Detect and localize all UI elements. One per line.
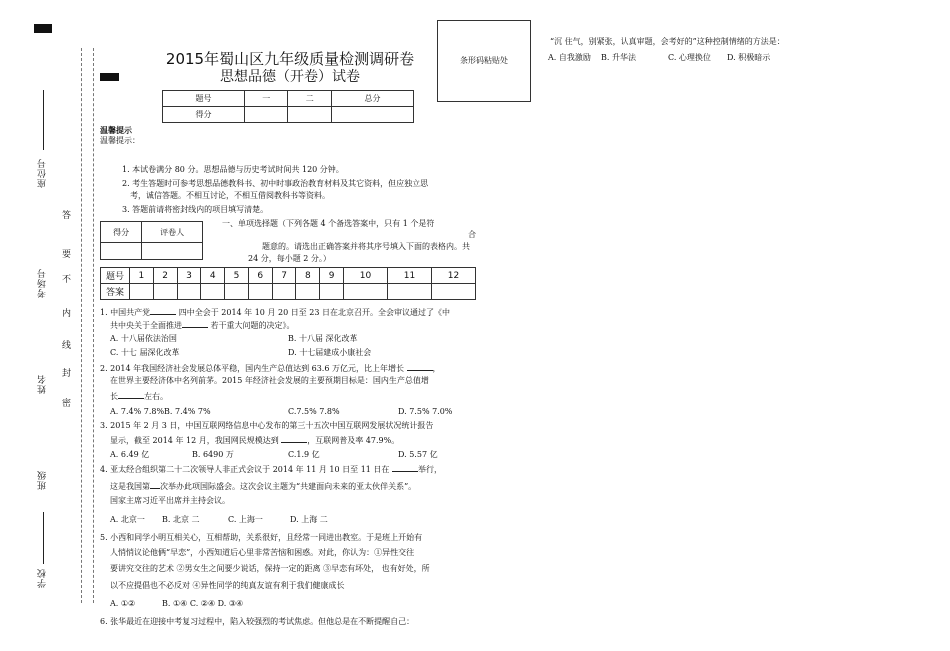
q4-blank[interactable] bbox=[150, 479, 160, 489]
field-seat: 座位号 bbox=[38, 158, 48, 188]
answer-row-label: 题号 bbox=[101, 268, 130, 284]
seal-char: 内 bbox=[62, 309, 72, 319]
answer-cell[interactable] bbox=[344, 284, 388, 300]
answer-cell[interactable] bbox=[272, 284, 296, 300]
score-cell[interactable] bbox=[331, 107, 413, 123]
score-row-label: 得分 bbox=[163, 107, 245, 123]
seat-fill-line[interactable] bbox=[43, 90, 44, 150]
notice-item: 考，诚信答题。不相互讨论，不相互借阅教科书等资料。 bbox=[130, 191, 330, 200]
q1-blank[interactable] bbox=[150, 305, 176, 315]
q2-option-c[interactable]: C.7.5% 7.8% bbox=[288, 407, 340, 416]
answer-cell[interactable] bbox=[225, 284, 249, 300]
question-2-cont bbox=[110, 389, 168, 403]
barcode-box bbox=[437, 20, 531, 102]
section1-instruction: 24 分，每小题 2 分。） bbox=[248, 254, 331, 263]
q2-option-ab[interactable]: A. 7.4% 7.8%B. 7.4% 7% bbox=[110, 407, 211, 416]
q1-blank[interactable] bbox=[182, 318, 208, 328]
q5-option-bcd[interactable]: B. ①④ C. ②④ D. ③④ bbox=[162, 599, 244, 608]
answer-number: 2 bbox=[153, 268, 177, 284]
answer-number: 10 bbox=[344, 268, 388, 284]
q4-option-b[interactable]: B. 北京 二 bbox=[162, 515, 200, 524]
answer-cell[interactable] bbox=[296, 284, 320, 300]
notice-item: 1. 本试卷满分 80 分。思想品德与历史考试时间共 120 分钟。 bbox=[122, 165, 344, 174]
score-header: 题号 bbox=[163, 91, 245, 107]
binding-line-inner bbox=[93, 48, 94, 603]
answer-cell[interactable] bbox=[201, 284, 225, 300]
answer-number: 12 bbox=[431, 268, 475, 284]
seal-char: 封 bbox=[62, 369, 72, 379]
q1-option-d[interactable]: D. 十七届建成小康社会 bbox=[288, 348, 372, 357]
q1-text: 共中央关于全面推进 bbox=[110, 321, 182, 330]
q6-option-b[interactable]: B. 升华法 bbox=[601, 53, 636, 62]
answer-number: 1 bbox=[130, 268, 154, 284]
score-header: 一 bbox=[245, 91, 288, 107]
field-name: 姓名 bbox=[38, 374, 48, 394]
q5-text: 5. 小西和同学小明互相关心，互相帮助，关系很好，且经常一同进出教室。于是班上开始有 bbox=[100, 533, 423, 542]
score-header: 二 bbox=[288, 91, 331, 107]
q1-option-c[interactable]: C. 十七 届深化改革 bbox=[110, 348, 180, 357]
answer-table bbox=[100, 267, 476, 300]
question-1-cont bbox=[110, 318, 295, 332]
q2-option-d[interactable]: D. 7.5% 7.0% bbox=[398, 407, 453, 416]
score-table bbox=[162, 90, 414, 123]
q3-option-a[interactable]: A. 6.49 亿 bbox=[110, 450, 150, 459]
notice-sub: 温馨提示： bbox=[100, 136, 140, 145]
answer-cell[interactable] bbox=[153, 284, 177, 300]
answer-cell[interactable] bbox=[248, 284, 272, 300]
field-school: 学校 bbox=[38, 568, 48, 588]
q4-blank[interactable] bbox=[392, 462, 418, 472]
q3-text: 3. 2015 年 2 月 3 日，中国互联网络信息中心发布的第三十五次中国互联网发展状况统计报告 bbox=[100, 421, 434, 430]
q5-text: 要讲究交往的艺术 ②男女生之间要少说话，保持一定的距离 ③早恋有坏处， 也有好处，所 bbox=[110, 564, 430, 573]
q3-blank[interactable] bbox=[281, 433, 307, 443]
question-4 bbox=[100, 462, 442, 476]
q4-option-d[interactable]: D. 上海 二 bbox=[290, 515, 328, 524]
q4-text: 次举办此项国际盛会。这次会议主题为“共建面向未来的亚太伙伴关系”。 bbox=[160, 482, 417, 491]
answer-number: 9 bbox=[320, 268, 344, 284]
q1-text: 四中全会于 2014 年 10 月 20 日至 23 日在北京召开。全会审议通过了《中 bbox=[178, 308, 450, 317]
seal-char: 答 bbox=[62, 211, 72, 221]
answer-cell[interactable] bbox=[177, 284, 201, 300]
q4-text: 举行， bbox=[417, 465, 442, 474]
answer-cell[interactable] bbox=[431, 284, 475, 300]
score-cell[interactable] bbox=[245, 107, 288, 123]
q4-text: 国家主席习近平出席并主持会议。 bbox=[110, 496, 230, 505]
q4-option-c[interactable]: C. 上海一 bbox=[228, 515, 263, 524]
answer-number: 8 bbox=[296, 268, 320, 284]
score-cell[interactable] bbox=[288, 107, 331, 123]
question-4-cont bbox=[110, 479, 416, 493]
notice-item: 2. 考生答题时可参考思想品德教科书、初中时事政治教育材料及其它资料，但应独立思 bbox=[122, 179, 429, 188]
section1-instruction: 合 bbox=[468, 230, 476, 239]
field-room: 考场号 bbox=[38, 268, 48, 298]
notice-heading: 温馨提示 bbox=[100, 125, 132, 135]
q5-text: 人悄悄议论他俩“早恋”，小西知道后心里非常苦恼和困惑。对此，你认为：①异性交往 bbox=[110, 548, 415, 557]
q2-blank[interactable] bbox=[407, 361, 433, 371]
q2-blank[interactable] bbox=[118, 389, 144, 399]
answer-number: 6 bbox=[248, 268, 272, 284]
school-fill-line[interactable] bbox=[43, 512, 44, 564]
q3-option-b[interactable]: B. 6490 万 bbox=[192, 450, 234, 459]
exam-title: 2015年蜀山区九年级质量检测调研卷 bbox=[165, 50, 415, 68]
q2-text: ， bbox=[432, 364, 441, 373]
seal-char: 密 bbox=[62, 399, 72, 409]
answer-row-label: 答案 bbox=[101, 284, 130, 300]
q2-text: 长 bbox=[110, 392, 118, 401]
corner-mark bbox=[100, 73, 119, 81]
q2-text: 左右。 bbox=[144, 392, 168, 401]
answer-cell[interactable] bbox=[130, 284, 154, 300]
question-3-cont bbox=[110, 433, 399, 447]
q6-option-d[interactable]: D. 积极暗示 bbox=[727, 53, 771, 62]
corner-mark bbox=[34, 24, 52, 33]
q4-text: 4. 亚太经合组织第二十二次领导人非正式会议于 2014 年 11 月 10 日至 11 日在 bbox=[100, 465, 390, 474]
score-header: 总分 bbox=[331, 91, 413, 107]
seal-char: 线 bbox=[62, 341, 72, 351]
q1-text: 若干重大问题的决定》。 bbox=[210, 321, 295, 330]
q2-text: 在世界主要经济体中名列前茅。2015 年经济社会发展的主要预期目标是：国内生产总值增 bbox=[110, 376, 429, 385]
answer-number: 7 bbox=[272, 268, 296, 284]
grader-score-cell[interactable] bbox=[101, 243, 142, 260]
q1-text: 1. 中国共产党 bbox=[100, 308, 151, 317]
q3-text: ，互联网普及率 47.9%。 bbox=[307, 436, 400, 445]
grader-table bbox=[100, 221, 203, 260]
right-q6-text: “沉 住气，别紧张，认真审题，会考好的”这种控制情绪的方法是： bbox=[550, 37, 785, 46]
q6-text: 6. 张华最近在迎接中考复习过程中，陷入较强烈的考试焦虑。但他总是在不断提醒自己： bbox=[100, 617, 415, 626]
q6-option-a[interactable]: A. 自我激励 bbox=[548, 53, 591, 62]
field-class: 班级 bbox=[38, 470, 48, 490]
answer-number: 3 bbox=[177, 268, 201, 284]
q1-option-b[interactable]: B. 十八届 深化改革 bbox=[288, 334, 358, 343]
notice-item: 3. 答题前请将密封线内的项目填写清楚。 bbox=[122, 205, 269, 214]
seal-char: 不 bbox=[62, 275, 72, 285]
section1-instruction: 题意的。请选出正确答案并将其序号填入下面的表格内。共 bbox=[262, 242, 470, 251]
answer-number: 5 bbox=[225, 268, 249, 284]
barcode-label: 条形码粘贴处 bbox=[460, 56, 508, 65]
grader-name-label: 评卷人 bbox=[142, 222, 203, 243]
answer-number: 11 bbox=[388, 268, 432, 284]
exam-subtitle: 思想品德（开卷）试卷 bbox=[220, 69, 360, 85]
q5-text: 以不应提倡也不必反对 ④异性同学的纯真友谊有利于我们健康成长 bbox=[110, 581, 345, 590]
answer-cell[interactable] bbox=[320, 284, 344, 300]
q3-text: 显示，截至 2014 年 12 月，我国网民规模达到 bbox=[110, 436, 279, 445]
q3-option-c[interactable]: C.1.9 亿 bbox=[288, 450, 320, 459]
q6-option-c[interactable]: C. 心理换位 bbox=[668, 53, 711, 62]
answer-cell[interactable] bbox=[388, 284, 432, 300]
q4-option-a[interactable]: A. 北京一 bbox=[110, 515, 145, 524]
question-2 bbox=[100, 361, 441, 375]
section1-instruction: 一、单项选择题（下列各题 4 个备选答案中，只有 1 个是符 bbox=[222, 219, 435, 228]
grader-score-label: 得分 bbox=[101, 222, 142, 243]
seal-char: 要 bbox=[62, 250, 72, 260]
q3-option-d[interactable]: D. 5.57 亿 bbox=[398, 450, 438, 459]
q5-option-a[interactable]: A. ①② bbox=[110, 599, 136, 608]
answer-number: 4 bbox=[201, 268, 225, 284]
q4-text: 这是我国第 bbox=[110, 482, 150, 491]
binding-line-outer bbox=[81, 48, 82, 603]
question-1 bbox=[100, 305, 450, 319]
q1-option-a[interactable]: A. 十八届依法治国 bbox=[110, 334, 177, 343]
grader-name-cell[interactable] bbox=[142, 243, 203, 260]
q2-text: 2. 2014 年我国经济社会发展总体平稳，国内生产总值达到 63.6 万亿元，比上年增长 bbox=[100, 364, 404, 373]
